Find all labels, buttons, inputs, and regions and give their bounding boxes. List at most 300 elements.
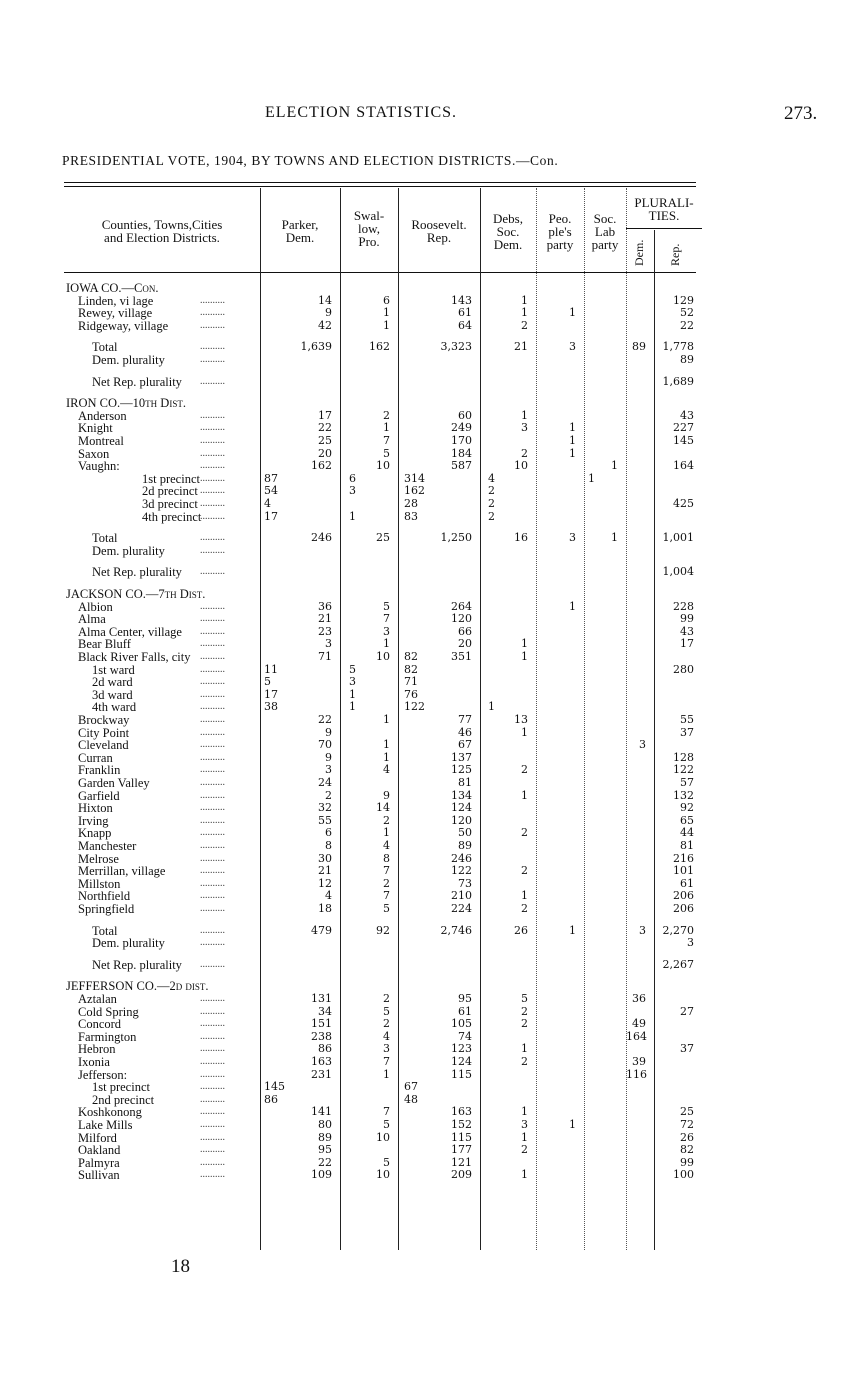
table-row: [0, 878, 859, 890]
cell-p2: 21: [318, 612, 332, 626]
cell-s: 6: [383, 293, 390, 307]
table-row: [0, 376, 859, 388]
cell-p2: 231: [311, 1067, 332, 1081]
row-label: Merrillan, village: [78, 864, 166, 879]
cell-pr: 27: [680, 1004, 694, 1018]
row-label: Anderson: [78, 408, 127, 423]
cell-p2: 42: [318, 318, 332, 332]
row-label: 1st precinct: [142, 471, 200, 486]
row-label: Rewey, village: [78, 306, 153, 321]
table-row: [0, 777, 859, 789]
county-heading-row: [0, 588, 859, 600]
cell-p2: 22: [318, 713, 332, 726]
cell-s: 4: [383, 1029, 390, 1043]
row-label: Hebron: [78, 1042, 116, 1057]
col-header-debs-line: Dem.: [493, 237, 523, 252]
cell-r1: 82: [404, 650, 418, 663]
leader-dots: ..........: [200, 688, 225, 700]
table-row: [0, 790, 859, 802]
leader-dots: ..........: [200, 924, 225, 936]
cell-p1: 54: [264, 484, 278, 498]
row-label: 2d ward: [92, 675, 133, 690]
row-label: Total: [92, 923, 118, 938]
cell-p1: 86: [264, 1092, 278, 1106]
cell-d: 16: [514, 531, 528, 545]
cell-sl1: 1: [588, 471, 595, 485]
leader-dots: ..........: [200, 409, 225, 421]
cell-r2: 170: [451, 434, 472, 447]
cell-s: 5: [383, 446, 390, 460]
col-header-name-line: and Election Districts.: [104, 230, 220, 245]
leader-dots: ..........: [200, 354, 225, 365]
row-label: Garden Valley: [78, 776, 150, 790]
col-header-dem: Dem.: [632, 239, 646, 266]
table-row: [0, 1056, 859, 1068]
row-label: Net Rep. plurality: [92, 374, 182, 389]
cell-p2: 95: [318, 1143, 332, 1157]
row-label: Farmington: [78, 1029, 137, 1044]
county-heading-row: [0, 282, 859, 294]
cell-p2: 17: [318, 408, 332, 422]
table-row: [0, 498, 859, 510]
row-label: Net Rep. plurality: [92, 957, 182, 972]
cell-p2: 2: [325, 788, 332, 802]
cell-p1: 17: [264, 509, 278, 523]
cell-s: 1: [383, 318, 390, 332]
leader-dots: ..........: [200, 1030, 225, 1042]
cell-d: 2: [521, 1055, 528, 1068]
cell-s: 1: [383, 1067, 390, 1081]
leader-dots: ..........: [200, 1018, 225, 1030]
row-label: Hixton: [78, 801, 113, 816]
row-label: JACKSON CO.—7th Dist.: [66, 587, 206, 601]
table-row: [0, 959, 859, 971]
cell-pr: 57: [680, 776, 694, 789]
cell-p1: 87: [264, 471, 278, 485]
cell-s: 92: [376, 923, 390, 937]
cell-r2: 587: [451, 459, 472, 473]
cell-d: 1: [521, 306, 528, 320]
cell-p1: 4: [264, 497, 271, 510]
cell-pr: 2,270: [662, 923, 694, 937]
cell-pr: 228: [673, 599, 694, 613]
col-header-parker-line: Parker,: [281, 217, 319, 232]
cell-pr: 425: [673, 497, 694, 510]
cell-pp: 1: [569, 306, 576, 320]
cell-pr: 65: [680, 813, 694, 827]
table-row: [0, 727, 859, 739]
cell-p2: 4: [325, 889, 332, 903]
cell-p2: 55: [318, 813, 332, 827]
col-header-soclab: [584, 212, 626, 251]
cell-r2: 210: [451, 889, 472, 903]
col-header-swallow-line: Swal-: [353, 208, 385, 223]
cell-p2: 18: [318, 902, 332, 915]
cell-pr: 101: [673, 864, 694, 878]
cell-pr: 52: [680, 306, 694, 320]
cell-pr: 37: [680, 725, 694, 739]
cell-r2: 209: [451, 1168, 472, 1182]
row-label: Melrose: [78, 851, 119, 866]
cell-p2: 238: [311, 1029, 332, 1043]
cell-pr: 132: [673, 788, 694, 802]
table-row: [0, 1169, 859, 1181]
row-label: Palmyra: [78, 1155, 120, 1170]
cell-p2: 14: [318, 293, 332, 307]
table-row: [0, 511, 859, 523]
cell-p2: 80: [318, 1118, 332, 1131]
table-row: [0, 566, 859, 578]
cell-d1: 2: [488, 484, 495, 498]
row-label: Ixonia: [78, 1055, 110, 1069]
cell-p2: 89: [318, 1130, 332, 1144]
table-row: [0, 1006, 859, 1018]
cell-r2: 137: [451, 750, 472, 764]
cell-s: 10: [376, 459, 390, 473]
cell-r1: 48: [404, 1092, 418, 1106]
row-label: Manchester: [78, 839, 137, 853]
table-row: [0, 341, 859, 353]
cell-pr: 206: [673, 889, 694, 903]
table-row: [0, 410, 859, 422]
col-header-swallow-line: Pro.: [358, 234, 380, 249]
cell-r2: 120: [451, 612, 472, 626]
row-label: Sullivan: [78, 1168, 120, 1183]
cell-d1: 2: [488, 497, 495, 510]
leader-dots: ..........: [200, 877, 225, 889]
cell-r2: 81: [458, 776, 472, 789]
table-row: [0, 676, 859, 688]
cell-d: 1: [521, 650, 528, 663]
cell-s: 2: [383, 1017, 390, 1031]
table-row: [0, 1018, 859, 1030]
cell-pr: 43: [680, 624, 694, 638]
row-label: Black River Falls, city: [78, 650, 191, 664]
cell-s: 7: [383, 864, 390, 878]
table-row: [0, 714, 859, 726]
cell-r2: 67: [458, 738, 472, 752]
cell-p2: 22: [318, 1155, 332, 1169]
row-label: Brockway: [78, 713, 130, 727]
cell-pr: 82: [680, 1143, 694, 1157]
row-label: Montreal: [78, 434, 124, 448]
row-label: JEFFERSON CO.—2d dist.: [66, 979, 209, 994]
leader-dots: ..........: [200, 566, 225, 578]
cell-r2: 123: [451, 1042, 472, 1056]
cell-r2: 50: [458, 826, 472, 840]
cell-r1: 314: [404, 471, 425, 485]
cell-d1: 2: [488, 509, 495, 523]
table-row: [0, 1119, 859, 1131]
row-label: Milford: [78, 1130, 117, 1145]
table-row: [0, 993, 859, 1005]
cell-s: 3: [383, 1042, 390, 1056]
cell-pr: 25: [680, 1105, 694, 1119]
row-label: Concord: [78, 1017, 122, 1032]
cell-d: 2: [521, 902, 528, 915]
row-label: 4th ward: [92, 700, 137, 715]
cell-r2: 89: [458, 839, 472, 852]
leader-dots: ..........: [200, 625, 225, 637]
cell-r2: 122: [451, 864, 472, 878]
cell-r2: 105: [451, 1017, 472, 1031]
cell-p2: 9: [325, 725, 332, 739]
cell-r2: 115: [451, 1067, 472, 1081]
row-label: 2d precinct: [142, 484, 198, 499]
cell-s: 162: [369, 340, 390, 354]
row-label: City Point: [78, 725, 130, 740]
leader-dots: ..........: [200, 958, 225, 970]
cell-r1: 71: [404, 675, 418, 689]
cell-pr: 280: [673, 662, 694, 676]
leader-dots: ..........: [200, 1144, 225, 1156]
cell-p1: 17: [264, 687, 278, 701]
leader-dots: ..........: [200, 852, 225, 864]
cell-d: 1: [521, 1130, 528, 1144]
leader-dots: ..........: [200, 460, 225, 472]
leader-dots: ..........: [200, 613, 225, 625]
row-label: Cleveland: [78, 738, 129, 753]
col-header-pluralities-line: PLURALI-: [634, 195, 694, 210]
leader-dots: ..........: [200, 375, 225, 387]
leader-dots: ..........: [200, 294, 225, 306]
row-label: Franklin: [78, 763, 121, 778]
leader-dots: ..........: [200, 472, 225, 484]
col-header-debs-line: Debs,: [493, 211, 523, 226]
cell-r1: 28: [404, 497, 418, 510]
folio: 18: [171, 1256, 190, 1277]
cell-p2: 141: [311, 1105, 332, 1119]
cell-p2: 20: [318, 446, 332, 460]
col-header-debs: [480, 212, 536, 251]
row-label: Millston: [78, 876, 121, 891]
cell-p2: 1,639: [300, 340, 332, 354]
leader-dots: ..........: [200, 814, 225, 826]
cell-p2: 162: [311, 459, 332, 473]
table-row: [0, 473, 859, 485]
cell-d: 5: [521, 992, 528, 1005]
cell-r2: 60: [458, 408, 472, 422]
cell-r2: 73: [458, 876, 472, 890]
cell-d: 2: [521, 826, 528, 840]
cell-d: 21: [514, 340, 528, 354]
cell-s: 1: [383, 826, 390, 840]
row-label: Bear Bluff: [78, 637, 131, 652]
leader-dots: ..........: [200, 865, 225, 877]
col-header-roosevelt: [398, 218, 480, 244]
leader-dots: ..........: [200, 1169, 225, 1181]
table-row: [0, 1132, 859, 1144]
cell-r2: 61: [458, 1004, 472, 1018]
cell-s: 10: [376, 1168, 390, 1182]
cell-pr: 1,001: [662, 531, 694, 545]
row-label: 1st ward: [92, 662, 135, 677]
table-row: [0, 664, 859, 676]
page-number: 273.: [784, 103, 818, 124]
cell-p2: 70: [318, 738, 332, 752]
row-label: 2nd precinct: [92, 1092, 155, 1107]
cell-s: 7: [383, 889, 390, 903]
leader-dots: ..........: [200, 510, 225, 522]
leader-dots: ..........: [200, 638, 225, 650]
cell-r2: 2,746: [440, 923, 472, 937]
row-label: Net Rep. plurality: [92, 565, 182, 580]
cell-r2: 125: [451, 763, 472, 777]
leader-dots: ..........: [200, 498, 225, 509]
cell-pr: 22: [680, 318, 694, 332]
table-row: [0, 752, 859, 764]
col-header-soclab-line: Soc.: [593, 211, 617, 226]
cell-d: 1: [521, 1168, 528, 1182]
cell-r2: 1,250: [440, 531, 472, 545]
leader-dots: ..........: [200, 1093, 225, 1105]
table-row: [0, 827, 859, 839]
row-label: Irving: [78, 813, 109, 828]
cell-pp: 1: [569, 599, 576, 613]
cell-pr: 43: [680, 408, 694, 422]
cell-r1: 122: [404, 700, 425, 714]
cell-d: 3: [521, 421, 528, 435]
cell-pr: 89: [680, 353, 694, 366]
leader-dots: ..........: [200, 447, 225, 459]
cell-pr: 17: [680, 637, 694, 651]
cell-d: 2: [521, 318, 528, 332]
cell-d: 26: [514, 923, 528, 937]
county-heading-row: [0, 980, 859, 992]
cell-pp: 1: [569, 434, 576, 447]
cell-r2: 120: [451, 813, 472, 827]
table-row: [0, 802, 859, 814]
cell-s: 1: [383, 738, 390, 752]
cell-s: 5: [383, 599, 390, 613]
col-header-soclab-line: Lab: [594, 224, 616, 239]
cell-p2: 151: [311, 1017, 332, 1031]
cell-s: 7: [383, 434, 390, 447]
cell-r1: 162: [404, 484, 425, 498]
table-row: [0, 422, 859, 434]
leader-dots: ..........: [200, 739, 225, 751]
cell-r2: 74: [458, 1029, 472, 1043]
cell-pr: 55: [680, 713, 694, 726]
table-row: [0, 460, 859, 472]
table-row: [0, 532, 859, 544]
cell-s: 1: [383, 713, 390, 726]
table-row: [0, 840, 859, 852]
cell-pr: 72: [680, 1118, 694, 1131]
cell-sl: 1: [611, 531, 618, 545]
col-header-roosevelt-line: Roosevelt.: [411, 217, 467, 232]
cell-pp: 1: [569, 1118, 576, 1131]
cell-p2: 3: [325, 637, 332, 651]
cell-r2: 61: [458, 306, 472, 320]
table-row: [0, 354, 859, 366]
cell-pr: 81: [680, 839, 694, 852]
running-header: [0, 104, 859, 128]
cell-r2: 77: [458, 713, 472, 726]
cell-r2: 3,323: [440, 340, 472, 354]
cell-pr: 129: [673, 293, 694, 307]
row-label: Total: [92, 340, 118, 355]
cell-s: 1: [383, 637, 390, 651]
row-label: 1st precinct: [92, 1080, 150, 1095]
col-header-swallow-line: low,: [358, 221, 380, 236]
cell-pr: 145: [673, 434, 694, 447]
cell-s1: 5: [349, 662, 356, 676]
row-label: Cold Spring: [78, 1004, 139, 1019]
leader-dots: ..........: [200, 890, 225, 902]
cell-s1: 3: [349, 675, 356, 689]
cell-s1: 6: [349, 471, 356, 485]
cell-pp: 3: [569, 340, 576, 354]
row-label: Knight: [78, 421, 113, 436]
leader-dots: ..........: [200, 544, 225, 556]
cell-s: 1: [383, 306, 390, 320]
cell-p2: 12: [318, 876, 332, 890]
cell-pr: 206: [673, 902, 694, 915]
cell-p2: 30: [318, 851, 332, 865]
cell-s: 7: [383, 1105, 390, 1119]
cell-p1: 5: [264, 675, 271, 689]
row-label: Dem. plurality: [92, 936, 165, 951]
leader-dots: ..........: [200, 341, 225, 353]
cell-d: 1: [521, 637, 528, 651]
row-label: Curran: [78, 750, 113, 765]
cell-r2: 95: [458, 992, 472, 1005]
leader-dots: ..........: [200, 1043, 225, 1055]
cell-d: 10: [514, 459, 528, 473]
row-label: Total: [92, 531, 118, 546]
leader-dots: ..........: [200, 1156, 225, 1168]
col-header-name-line: Counties, Towns,Cities: [101, 217, 223, 232]
row-label: Dem. plurality: [92, 543, 165, 558]
table-row: [0, 613, 859, 625]
leader-dots: ..........: [200, 485, 225, 497]
table-row: [0, 903, 859, 915]
cell-r2: 249: [451, 421, 472, 435]
cell-d: 2: [521, 763, 528, 777]
leader-dots: ..........: [200, 1005, 225, 1017]
cell-d: 1: [521, 788, 528, 802]
pluralities-rule: [626, 228, 702, 229]
row-label: Aztalan: [78, 992, 117, 1006]
col-header-soclab-line: party: [591, 237, 619, 252]
leader-dots: ..........: [200, 903, 225, 914]
cell-s1: 3: [349, 484, 356, 498]
cell-pp: 1: [569, 421, 576, 435]
leader-dots: ..........: [200, 777, 225, 788]
row-label: IRON CO.—10th Dist.: [66, 396, 186, 411]
leader-dots: ..........: [200, 1119, 225, 1130]
table-row: [0, 689, 859, 701]
leader-dots: ..........: [200, 726, 225, 738]
cell-d: 1: [521, 889, 528, 903]
cell-p2: 86: [318, 1042, 332, 1056]
top-rule: [64, 182, 696, 183]
cell-r2: 351: [451, 650, 472, 663]
row-label: 3d precinct: [142, 497, 198, 511]
leader-dots: ..........: [200, 1106, 225, 1118]
cell-r2: 115: [451, 1130, 472, 1144]
cell-r2: 121: [451, 1155, 472, 1169]
row-label: Springfield: [78, 902, 135, 916]
table-row: [0, 1106, 859, 1118]
cell-pp: 1: [569, 446, 576, 460]
row-label: Albion: [78, 599, 113, 614]
cell-p2: 71: [318, 650, 332, 663]
leader-dots: ..........: [200, 1131, 225, 1143]
table-row: [0, 295, 859, 307]
cell-pr: 164: [673, 459, 694, 473]
